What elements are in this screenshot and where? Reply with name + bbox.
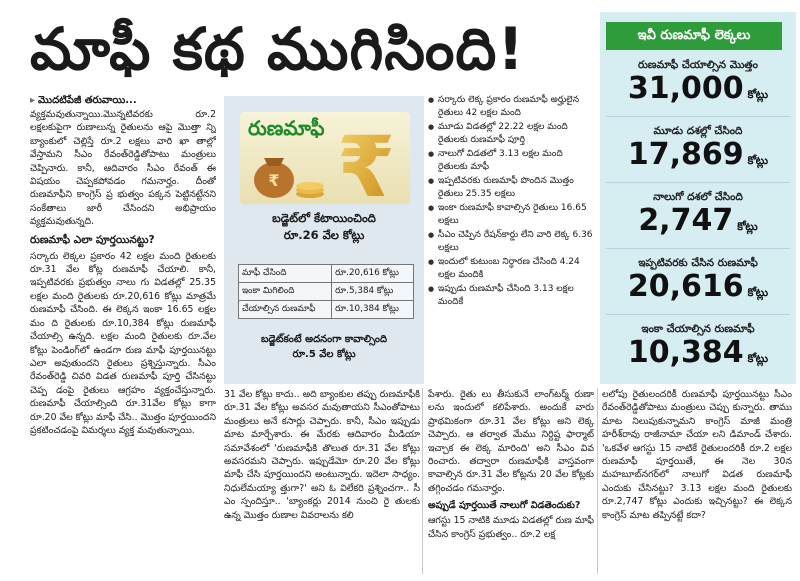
divider <box>606 116 790 117</box>
budget-table <box>238 264 414 319</box>
row-value: రూ.10,384 కోట్లు <box>332 301 414 319</box>
stat-number: 20,616 <box>627 269 744 304</box>
column-4 <box>602 388 792 578</box>
extra-line-1: బడ్జెట్‌కంటే అదనంగా కావాల్సింది <box>260 334 388 345</box>
stat-unit: కోట్లు <box>737 220 758 233</box>
subhead-fourth-phase: అప్పుడే పూర్తయితే నాలుగో విడతెందుకు? <box>428 500 581 512</box>
stat-value <box>608 138 788 178</box>
list-item: ● ఇంకా రుణమాఫీ కావాల్సిన రైతులు 16.65 లక్షలు <box>428 202 594 228</box>
stat-three-phases <box>608 124 788 178</box>
stat-value <box>608 336 788 376</box>
stat-fourth-phase <box>608 190 788 244</box>
stat-label: రుణమాఫీ చేయాల్సిన మొత్తం <box>638 59 758 71</box>
list-item: ● సీఎం చెప్పిన రేషన్‌కార్డు లేని వారి లెక్క 6.36 లక్షలు <box>428 229 594 255</box>
kicker-text: మొదటిపేజీ తరువాయి... <box>38 95 137 106</box>
stat-remaining <box>608 322 788 376</box>
column-2-text: 31 వేల కోట్లు కాదు.. అది బ్యాంకుల తప్పు రుణమాఫీకి రూ.31 వేల కోట్లు అవసర మవుతాయని సీఎంతోపాటు మంత్రులు అనే కసార్లు చెప్పారు. కానీ, సీఎం ఇప్పుడు మాట మార్చేశారు. ఈ మేరకు ఆదివారం మీడియా సమావేశంలో 'రుణమాఫీకి తొలుత రూ.31 వేల కోట్లు అవసరమని చెప్పారు. ఇప్పుడేమో రూ.20 వేల కోట్లు మాఫీ చేసి పూర్తయిందని అంటున్నారు. ఇదెలా సాధ్యం. నిధులేమయ్యా త్తుగా?' అని ఓ విలేకరి ప్రశ్నించగా.. సీ ఎం స్పందిస్తూ.. 'బ్యాంకర్లు 2014 నుంచి రై తులకు ఉన్న మొత్తం రుణాల వివరాలను కలి <box>224 389 420 521</box>
facts-bullet-list <box>428 94 594 310</box>
column-divider <box>597 388 598 574</box>
extra-needed <box>236 332 412 362</box>
list-item: ● నాలుగో విడతలో 3.13 లక్షల మంది రైతులకు మాఫీ <box>428 148 594 174</box>
stat-label: నాలుగో దశలో చేసింది <box>653 191 743 203</box>
stat-unit: కోట్లు <box>747 154 769 167</box>
stat-value <box>608 204 788 244</box>
list-item: ● మూడు విడతల్లో 22.22 లక్షల మంది రైతులకు రుణమాఫీ పూర్తి <box>428 121 594 147</box>
stat-unit: కోట్లు <box>747 352 769 365</box>
stat-unit: కోట్లు <box>747 286 769 299</box>
list-item: ● ఇప్పటివరకు రుణమాఫీ పొందిన మొత్తం రైతులు 25.35 లక్షలు <box>428 175 594 201</box>
svg-text:₹: ₹ <box>336 118 396 204</box>
row-value: రూ.5,384 కోట్లు <box>332 283 414 301</box>
table-row <box>239 265 414 283</box>
row-label: ఇంకా మిగిలింది <box>239 283 332 301</box>
column-2 <box>224 388 420 578</box>
table-row <box>239 283 414 301</box>
divider <box>606 248 790 249</box>
intro-paragraph: వ్యక్తమవుతున్నాయి.మొన్నటివరకు రూ.2 లక్షలకుపైగా రుణాలున్న రైతులను ఆపై మొత్తా న్ని బ్యాంకులో చెల్లిస్తే రూ.2 లక్షలు వారి ఖా తాల్లో వేస్తామని సీఎం రేవంత్‌రెడ్డితోపాటు మంత్రులు చెప్పినారు. కానీ, ఆదివారం సీఎం రేవంత్ ఈ విషయం చెప్పకపోవడం గమనార్హం. దీంతో రుణమాఫీని కాంగ్రెస్ ప్ర భుత్వం పక్కన పెట్టినట్టేనని సంకేతాలు జారీ చేసిందని అభిప్రాయం వ్యక్తమవుతున్నది. <box>30 109 216 228</box>
chevron-right-icon: ▸ <box>30 95 36 106</box>
stat-value <box>608 270 788 310</box>
column-3-text-2: ఆగస్టు 15 నాటికి మూడు విడతల్లో రుణ మాఫీ చేసిన కాంగ్రెస్ ప్రభుత్వం.. రూ.2 లక్ష <box>428 515 594 540</box>
list-item: ● ఇప్పుడు రుణమాఫీ చేసింది 3.13 లక్షల మందికే <box>428 283 594 309</box>
body-paragraph: సర్కారు లెక్కల ప్రకారం 42 లక్షల మంది రైతులకు రూ.31 వేల కోట్ల రుణమాఫీ చేయాలి. కానీ, ఇప్పటివరకు ప్రభుత్వం నాలు గు విడతల్లో 25.35 లక్షల మంది రైతులకు రూ.20,616 కోట్లు మాత్రమే రుణమాఫీ చేసింది. ఈ లెక్కన ఇంకా 16.65 లక్షల మం ది రైతులకు రూ.10,384 కోట్లు రుణమాఫీ చేయాల్సి ఉన్నది. లక్షల మంది రైతులకు రూ.వేల కోట్లు పెండింగ్‌లో ఉండగా రుణ మాఫీ పూర్తయినట్టు ఎలా అవుతుందని రైతులు ప్రశ్నిస్తున్నారు. సీఎం రేవంత్‌రెడ్డి చివరి విడత రుణమాఫీ పూర్తి చేసినట్టు చెప్ప డంపై రైతులు ఆగ్రహం వ్యక్తంచేస్తున్నారు. రుణమాఫీ చేయాల్సింది రూ.31వేల కోట్లు కాగా రూ.20 వేల కోట్లు మాఫీ చేసి.. మొత్తం పూర్తయిందని ప్రకటించడంపై విమర్శలు వ్యక్త మవుతున్నాయి. <box>30 250 216 436</box>
extra-line-2: రూ.5 వేల కోట్లు <box>292 349 356 360</box>
graphic-title: రుణమాఫీ <box>248 116 325 140</box>
sidebar-title: ఇవీ రుణమాఫీ లెక్కలు <box>606 22 782 50</box>
subhead-how-complete: రుణమాఫీ ఎలా పూర్తయినట్టు? <box>30 233 155 246</box>
stat-total-required <box>608 58 788 112</box>
row-label: మాఫీ చేసింది <box>239 265 332 283</box>
stat-number: 17,869 <box>627 137 744 172</box>
stat-label: ఇప్పటివరకు చేసిన రుణమాఫీ <box>638 257 758 269</box>
column-4-text: లలోపు రైతులందరికీ రుణమాఫీ పూర్తయినట్టు సీఎం రేవంత్‌రెడ్డితోపాటు మంత్రులు చెప్పు కున్నారు. తాము మాట నిలుపుకున్నామని కాంగ్రెస్ మాజీ మంత్రి హరీశ్‌రావు రాజీనామా చేయా లని డిమాండ్ చేశారు. 'ఒకవేళ ఆగస్టు 15 నాటికే రైతులందరికీ రూ.2 లక్షల రుణమాఫీ పూర్తయితే, ఈ నెల 30న మహబూబ్‌నగర్‌లో నాలుగో విడత రుణమాఫీ ఎందుకు చేసినట్టు? 3.13 లక్షల మంది రైతులకు రూ.2,747 కోట్లు ఎందుకు ఇచ్చినట్టు? ఈ లెక్కన కాంగ్రెస్ మాట తప్పినట్టే కదా? <box>602 389 792 521</box>
list-item: ● సర్కారు లెక్క ప్రకారం రుణమాఫీ అర్హులైన రైతులు 42 లక్షల మంది <box>428 94 594 120</box>
list-item: ● ఇందులో కుటుంబ నిర్ధారణ చేసింది 4.24 లక్షల మందికి <box>428 256 594 282</box>
row-label: చేయాల్సిన రుణమాఫీ <box>239 301 332 319</box>
stat-value <box>608 72 788 112</box>
stat-number: 2,747 <box>638 203 734 238</box>
column-3 <box>428 388 594 578</box>
headline: మాఫీ కథ ముగిసింది! <box>30 15 525 83</box>
stat-number: 10,384 <box>627 335 744 370</box>
svg-text:₹: ₹ <box>268 171 280 190</box>
stat-label: మూడు దశల్లో చేసింది <box>653 125 743 137</box>
left-column <box>30 94 216 574</box>
table-row <box>239 301 414 319</box>
stat-done-so-far <box>608 256 788 310</box>
row-value: రూ.20,616 కోట్లు <box>332 265 414 283</box>
kicker <box>30 94 216 108</box>
stat-label: ఇంకా చేయాల్సిన రుణమాఫీ <box>641 323 755 335</box>
divider <box>606 182 790 183</box>
column-3-text: పేశారు. రైతు లు తీసుకునే లాంగ్‌టర్మ్ రుణా లను ఇందులో కలిపేశారు. అందుకే వారు ప్రాథమికంగా రూ.31 వేల కోట్లు అని లెక్క చెప్పారు. ఆ తర్వాత మేము నిర్దిష్ట ఫార్మాట్ ఇచ్చాక ఈ లెక్క మారింది' అని సీఎం వివ రించారు. తద్వారా రుణమాఫీకి వాస్తవంగా కావాల్సిన రూ.31 వేల కోట్లను 20 వేల కోట్లకు తగ్గించడం గమనార్హం. <box>428 389 594 494</box>
budget-allocation <box>236 210 412 244</box>
divider <box>606 314 790 315</box>
budget-line-2: రూ.26 వేల కోట్లు <box>283 228 365 242</box>
stat-unit: కోట్లు <box>747 88 769 101</box>
stat-number: 31,000 <box>627 71 744 106</box>
budget-line-1: బడ్జెట్‌లో కేటాయించింది <box>272 211 376 225</box>
column-divider <box>422 388 423 574</box>
